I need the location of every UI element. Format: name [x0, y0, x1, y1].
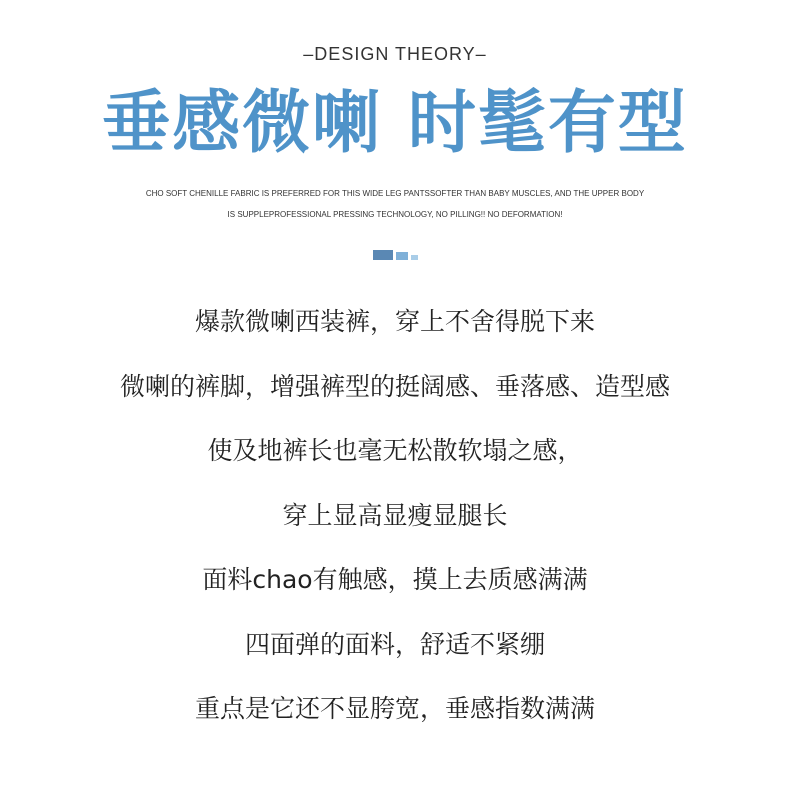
- description-line: 爆款微喇西装裤，穿上不舍得脱下来: [194, 307, 595, 336]
- english-description-line-2: IS SUPPLEPROFESSIONAL PRESSING TECHNOLOGY, NO PILLING!! NO DEFORMATION!: [227, 210, 563, 219]
- description-line: 面料chao有触感，摸上去质感满满: [202, 565, 588, 594]
- accent-bar-mid: [396, 252, 408, 260]
- accent-bar-light: [411, 255, 418, 260]
- product-description: [0, 290, 790, 742]
- description-line: 穿上显高显瘦显腿长: [282, 500, 508, 530]
- accent-bar-dark: [373, 250, 393, 260]
- english-description: [0, 183, 790, 225]
- design-theory-label: –DESIGN THEORY–: [303, 44, 487, 64]
- english-description-line-1: CHO SOFT CHENILLE FABRIC IS PREFERRED FOR THIS WIDE LEG PANTSSOFTER THAN BABY MUSCLES, AND THE UPPER BODY: [145, 189, 645, 198]
- headline-title: 垂感微喇 时髦有型: [102, 84, 688, 163]
- accent-bars-decoration: [0, 250, 790, 260]
- description-line: 微喇的裤脚，增强裤型的挺阔感、垂落感、造型感: [119, 371, 670, 401]
- description-line: 重点是它还不显胯宽，垂感指数满满: [194, 694, 595, 723]
- description-line: 四面弹的面料，舒适不紧绷: [244, 629, 545, 659]
- description-line: 使及地裤长也毫无松散软塌之感，: [207, 436, 583, 465]
